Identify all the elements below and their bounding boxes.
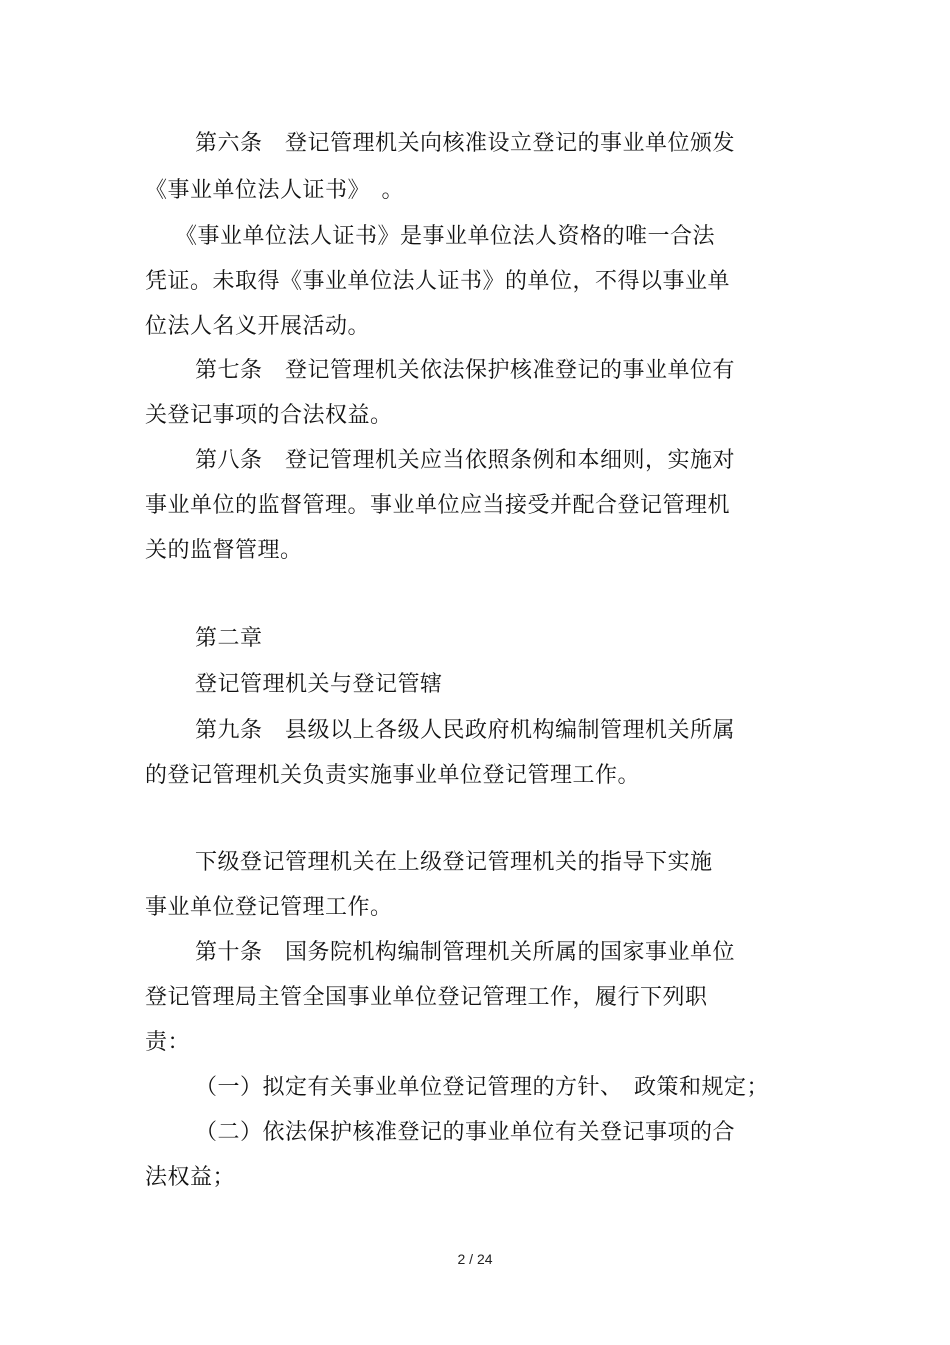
text-line: 关登记事项的合法权益。 (145, 403, 393, 428)
text-line: 凭证。未取得《事业单位法人证书》的单位，不得以事业单 (145, 269, 731, 294)
text-line: 登记管理局主管全国事业单位登记管理工作，履行下列职 (145, 985, 708, 1010)
text-line: 下级登记管理机关在上级登记管理机关的指导下实施 (195, 850, 713, 875)
chapter-number: 第二章 (195, 626, 263, 651)
text-line: 的登记管理机关负责实施事业单位登记管理工作。 (145, 763, 641, 788)
text-line: 事业单位的监督管理。事业单位应当接受并配合登记管理机 (145, 493, 731, 518)
chapter-title: 登记管理机关与登记管辖 (195, 672, 443, 697)
text-line: 《事业单位法人证书》 。 (145, 178, 405, 203)
text-line: 《事业单位法人证书》是事业单位法人资格的唯一合法 (175, 224, 716, 249)
text-line: 关的监督管理。 (145, 538, 303, 563)
text-line: （二）依法保护核准登记的事业单位有关登记事项的合 (195, 1120, 736, 1145)
text-line: 第七条 登记管理机关依法保护核准登记的事业单位有 (195, 358, 736, 383)
page-number: 2 / 24 (457, 1251, 493, 1267)
text-line: 第九条 县级以上各级人民政府机构编制管理机关所属 (195, 718, 736, 743)
text-line: 第六条 登记管理机关向核准设立登记的事业单位颁发 (195, 131, 736, 156)
text-line: 第十条 国务院机构编制管理机关所属的国家事业单位 (195, 940, 736, 965)
text-line: 位法人名义开展活动。 (145, 314, 371, 339)
text-line: 事业单位登记管理工作。 (145, 895, 393, 920)
text-line: （一）拟定有关事业单位登记管理的方针、 政策和规定； (195, 1075, 770, 1100)
text-line: 法权益； (145, 1165, 236, 1190)
text-line: 第八条 登记管理机关应当依照条例和本细则，实施对 (195, 448, 736, 473)
text-line: 责： (145, 1030, 191, 1055)
